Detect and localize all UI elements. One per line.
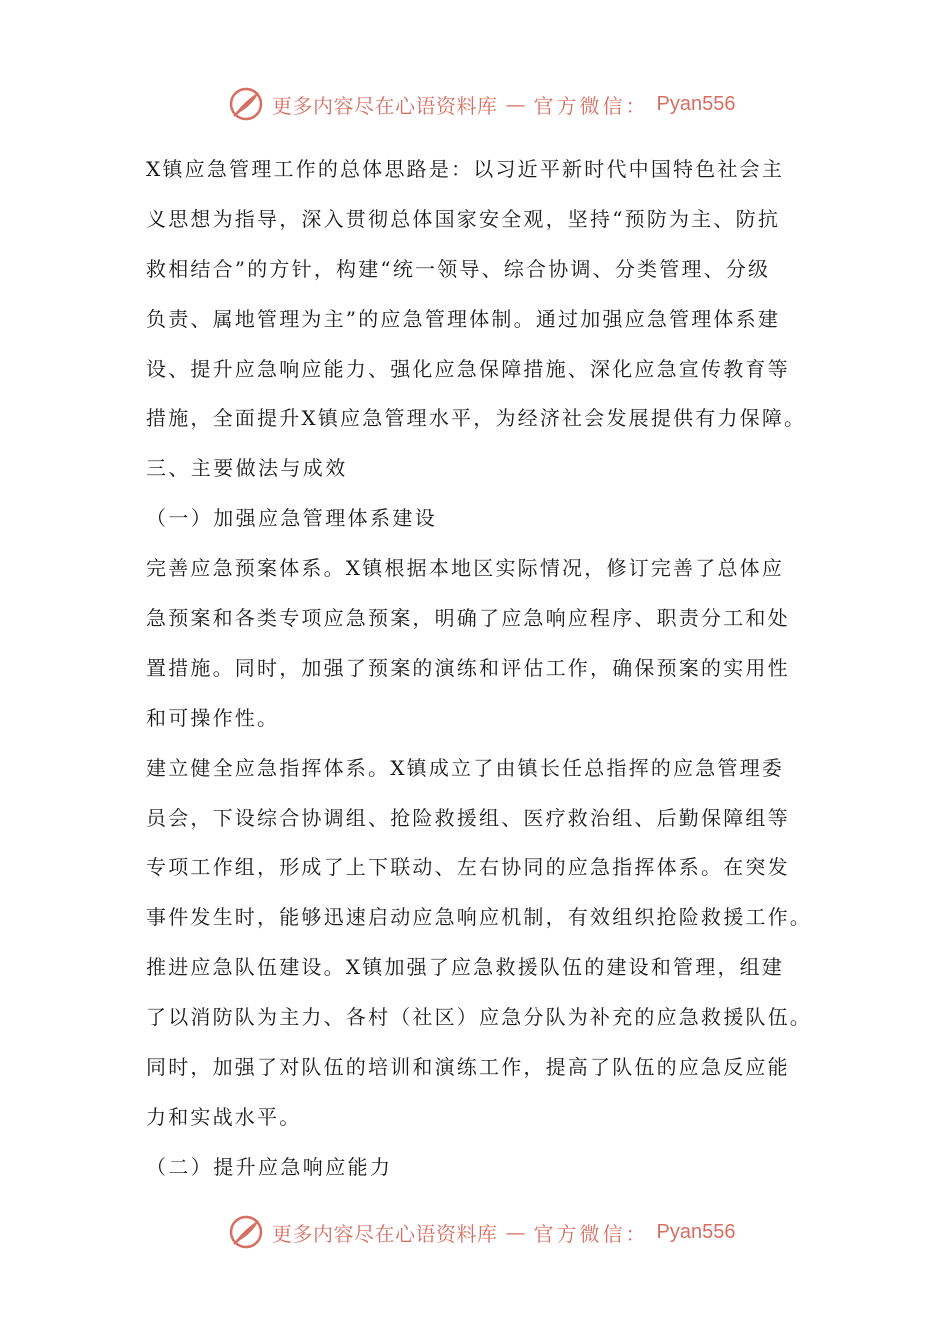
text-line: 急预案和各类专项应急预案，明确了应急响应程序、职责分工和处 <box>146 606 790 631</box>
text-line: 建立健全应急指挥体系。X镇成立了由镇长任总指挥的应急管理委 <box>146 755 785 780</box>
watermark-label: 官方微信： <box>533 93 649 118</box>
watermark-dash: — <box>505 1220 526 1244</box>
footer-watermark <box>228 1210 735 1254</box>
text-line: 设、提升应急响应能力、强化应急保障措施、深化应急宣传教育等 <box>146 356 790 381</box>
text-line: X镇应急管理工作的总体思路是：以习近平新时代中国特色社会主 <box>146 157 785 181</box>
section-heading: 三、主要做法与成效 <box>146 456 348 481</box>
subsection-heading: （一）加强应急管理体系建设 <box>146 506 438 531</box>
text-line: 专项工作组，形成了上下联动、左右协同的应急指挥体系。在突发 <box>146 855 790 880</box>
quill-logo-icon <box>228 86 264 122</box>
watermark-label: 官方微信： <box>533 1221 649 1246</box>
subsection-heading: （二）提升应急响应能力 <box>146 1154 393 1179</box>
text-line: 负责、属地管理为主”的应急管理体制。通过加强应急管理体系建 <box>146 306 781 331</box>
watermark-brand: 更多内容尽在心语资料库 <box>272 93 498 118</box>
text-line: 措施，全面提升X镇应急管理水平，为经济社会发展提供有力保障。 <box>146 406 807 431</box>
text-line: 员会，下设综合协调组、抢险救援组、医疗救治组、后勤保障组等 <box>146 805 790 830</box>
text-line: 和可操作性。 <box>146 705 280 730</box>
watermark-brand: 更多内容尽在心语资料库 <box>272 1221 498 1246</box>
text-line: 置措施。同时，加强了预案的演练和评估工作，确保预案的实用性 <box>146 655 790 680</box>
text-line: 了以消防队为主力、各村（社区）应急分队为补充的应急救援队伍。 <box>146 1005 812 1030</box>
watermark-id: Pyan556 <box>656 1220 736 1243</box>
text-line: 义思想为指导，深入贯彻总体国家安全观，坚持“预防为主、防抗 <box>146 206 781 231</box>
text-line: 救相结合”的方针，构建“统一领导、综合协调、分类管理、分级 <box>146 256 771 281</box>
watermark-dash: — <box>505 92 526 116</box>
text-line: 力和实战水平。 <box>146 1104 302 1129</box>
watermark-id: Pyan556 <box>656 92 736 115</box>
text-line: 事件发生时，能够迅速启动应急响应机制，有效组织抢险救援工作。 <box>146 905 812 930</box>
header-watermark <box>228 82 735 126</box>
text-line: 推进应急队伍建设。X镇加强了应急救援队伍的建设和管理，组建 <box>146 955 785 980</box>
text-line: 完善应急预案体系。X镇根据本地区实际情况，修订完善了总体应 <box>146 556 785 581</box>
text-line: 同时，加强了对队伍的培训和演练工作，提高了队伍的应急反应能 <box>146 1055 790 1080</box>
quill-logo-icon <box>228 1214 264 1250</box>
document-body <box>146 145 816 1193</box>
